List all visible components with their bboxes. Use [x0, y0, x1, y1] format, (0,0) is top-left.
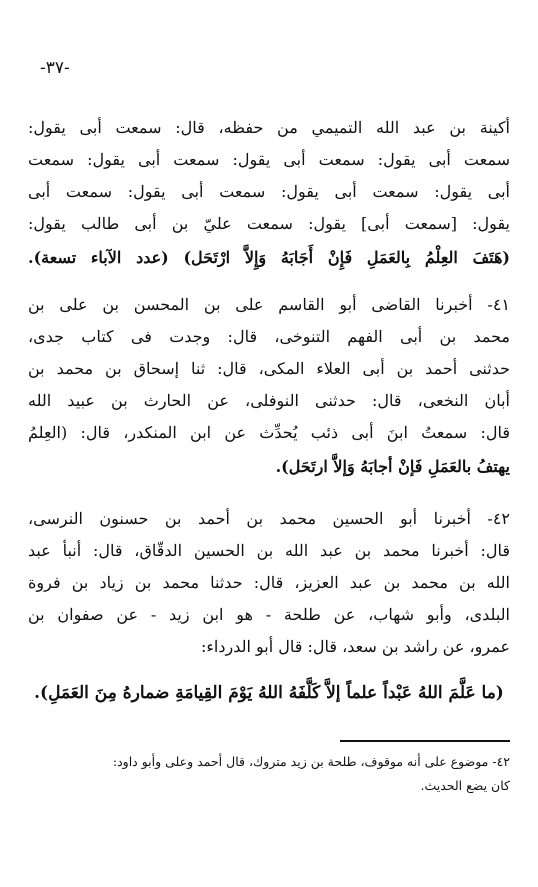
footnote-line: ٤٢- موضوع على أنه موقوف، طلحة بن زيد متروك، قال أحمد وعلى وأبو داود:: [112, 754, 510, 769]
hadith-quote-line: (هَتَفَ العِلْمُ بِالعَمَلِ فَإِنْ أَجَابَهُ وَإِلاَّ ارْتَحَل) (عدد الآباء تسعة).: [28, 248, 510, 267]
text-line: ٤١- أخبرنا القاضى أبو القاسم على بن المحسن بن على بن: [28, 295, 510, 314]
text-line: ٤٢- أخبرنا أبو الحسين محمد بن أحمد بن حسنون النرسى،: [28, 509, 510, 528]
text-line: البلدى، وأبو شهاب، عن طلحة - هو ابن زيد - عن صفوان بن: [28, 605, 510, 624]
text-line: عمرو، عن راشد بن سعد، قال: قال أبو الدرداء:: [200, 637, 510, 656]
hadith-quote-line: (ما عَلَّمَ اللهُ عَبْداً علماً إلاَّ كَلَّفَهُ اللهُ يَوْمَ القِيامَةِ ضمارهُ مِنَ العَمَلِ).: [34, 683, 504, 703]
page-number: -٣٧-: [40, 58, 70, 78]
text-line: الله بن محمد بن عبد العزيز، قال: حدثنا محمد بن زياد بن فروة: [28, 573, 510, 592]
text-line: حدثنى أحمد بن أبى العلاء المكى، قال: ثنا إسحاق بن محمد بن: [28, 359, 510, 378]
text-line: قال: سمعتُ ابنَ أبى ذئب يُحدِّث عن ابن المنكدر، قال: (العِلمُ: [28, 423, 510, 442]
text-line: سمعت أبى يقول: سمعت أبى يقول: سمعت أبى يقول: سمعت: [28, 150, 510, 169]
text-line: يقول: [سمعت أبى] يقول: سمعت عليّ بن أبى طالب يقول:: [28, 214, 510, 233]
text-line: محمد بن أبى الفهم التنوخى، قال: وجدت فى كتاب جدى،: [28, 327, 510, 346]
footnote-divider: [340, 740, 510, 742]
text-line: قال: أخبرنا محمد بن عبد الله بن الحسين الدقّاق، قال: أنبأ عبد: [28, 541, 510, 560]
hadith-quote-line: يهتفُ بالعَمَلِ فَإنْ أجابَهُ وَإلاَّ ارتَحَل).: [275, 457, 510, 476]
text-line: أبان النخعى، قال: حدثنى النوفلى، عن الحارث بن عبيد الله: [28, 391, 510, 410]
text-line: أبى يقول: سمعت أبى يقول: سمعت أبى يقول: سمعت أبى: [28, 182, 511, 201]
text-line: أكينة بن عبد الله التميمي من حفظه، قال: سمعت أبى يقول:: [28, 118, 511, 137]
footnote-line: كان يضع الحديث.: [420, 778, 510, 793]
